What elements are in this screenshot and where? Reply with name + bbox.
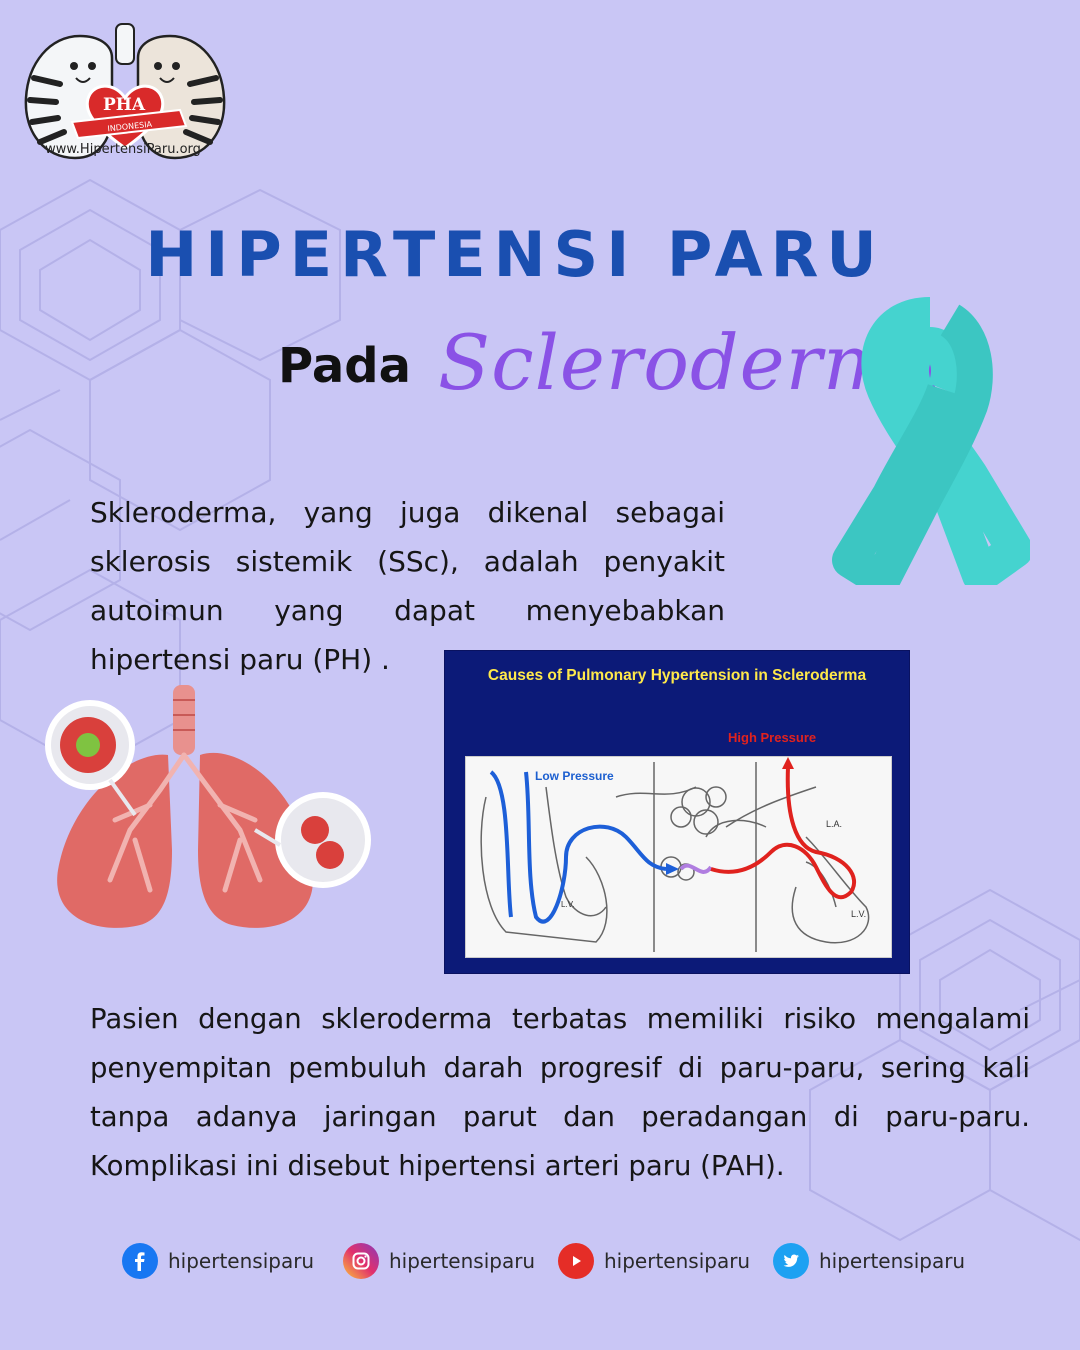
social-instagram[interactable]	[343, 1238, 535, 1284]
social-youtube[interactable]	[558, 1238, 750, 1284]
body-paragraph: Pasien dengan skleroderma terbatas memiliki risiko mengalami penyempitan pembuluh darah progresif di paru-paru, sering kali tanpa adanya jaringan parut dan peradangan di paru-paru. Komplikasi ini disebut hipertensi arteri paru (PAH).	[90, 1003, 1030, 1182]
diagram-title: Causes of Pulmonary Hypertension in Scleroderma	[487, 667, 867, 684]
youtube-icon	[558, 1243, 594, 1279]
social-facebook[interactable]	[122, 1238, 314, 1284]
subtitle-script: Scleroderma	[438, 318, 943, 407]
social-links	[0, 1238, 1080, 1286]
social-label: hipertensiparu	[604, 1249, 751, 1273]
logo-url: www.HipertensiParu.org	[45, 142, 201, 157]
high-pressure-label: High Pressure	[728, 730, 817, 745]
social-label: hipertensiparu	[819, 1249, 966, 1273]
social-label: hipertensiparu	[389, 1249, 536, 1273]
page-title: HIPERTENSI PARU	[145, 218, 885, 291]
svg-text:L.V.: L.V.	[561, 900, 575, 909]
svg-text:PHA: PHA	[102, 95, 146, 115]
svg-text:L.V.: L.V.	[851, 909, 867, 919]
low-pressure-label: Low Pressure	[535, 769, 614, 783]
lungs-illustration-icon	[40, 680, 380, 940]
subtitle-prefix: Pada	[278, 338, 412, 394]
svg-text:INDONESIA: INDONESIA	[107, 119, 153, 134]
awareness-ribbon-icon	[830, 295, 1030, 585]
social-label: hipertensiparu	[168, 1249, 315, 1273]
heart-circulation-icon	[466, 757, 891, 957]
pha-logo	[20, 18, 230, 183]
pulmonary-hypertension-diagram	[444, 650, 910, 974]
twitter-icon	[773, 1243, 809, 1279]
intro-paragraph: Skleroderma, yang juga dikenal sebagai sklerosis sistemik (SSc), adalah penyakit autoimun yang dapat menyebabkan hipertensi paru (PH) .	[90, 496, 725, 676]
heart-circulation-panel	[465, 756, 892, 958]
svg-text:L.A.: L.A.	[826, 819, 843, 829]
instagram-icon	[343, 1243, 379, 1279]
facebook-icon	[122, 1243, 158, 1279]
social-twitter[interactable]	[773, 1238, 965, 1284]
